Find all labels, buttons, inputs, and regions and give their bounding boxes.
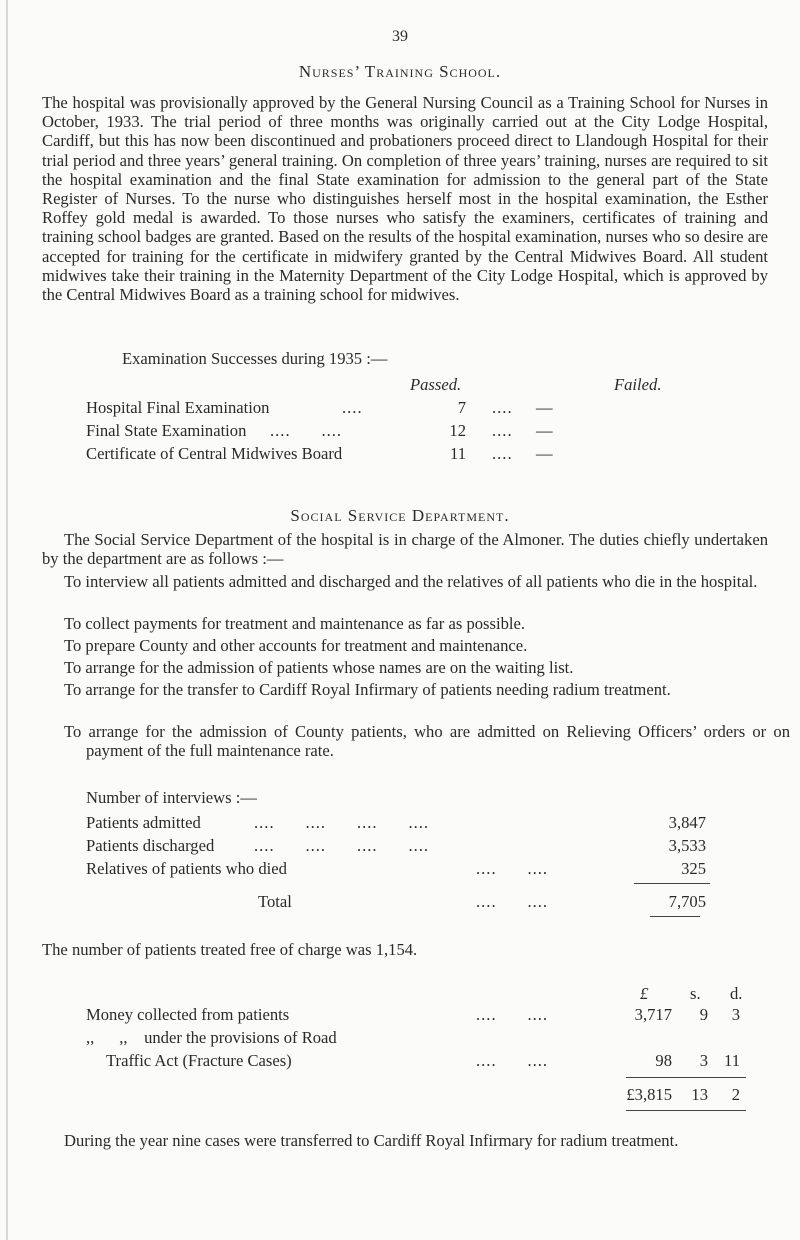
interview-value: 3,533	[668, 836, 706, 855]
interview-label: Relatives of patients who died	[86, 859, 287, 878]
duty-item: To arrange for the admission of County patients, who are admitted on Relieving Officers’ orders or on payment of the full maintenance rate.	[64, 722, 790, 761]
money-label: Traffic Act (Fracture Cases)	[106, 1051, 292, 1070]
money-shillings: 3	[699, 1051, 708, 1070]
closing-paragraph: During the year nine cases were transferred to Cardiff Royal Infirmary for radium treatment.	[64, 1131, 679, 1150]
interview-value: 3,847	[668, 813, 706, 832]
interview-value: 325	[681, 859, 706, 878]
exam-row-passed: 11	[450, 444, 466, 463]
page-number: 39	[392, 28, 408, 45]
exam-row-failed: —	[536, 444, 553, 463]
col-passed-header: Passed.	[410, 375, 462, 394]
interview-label: Patients discharged	[86, 836, 215, 855]
money-total-rule	[626, 1110, 746, 1111]
money-dots: .... ....	[476, 1051, 549, 1070]
interviews-title: Number of interviews :—	[86, 788, 257, 807]
exam-row-label: Final State Examination	[86, 421, 247, 440]
duty-item: To arrange for the transfer to Cardiff Royal Infirmary of patients needing radium treatment.	[64, 680, 671, 699]
exam-row-passed: 7	[457, 398, 466, 417]
money-pence: 3	[731, 1005, 740, 1024]
subtotal-rule	[634, 883, 710, 884]
pounds-header: £	[640, 984, 649, 1003]
social-heading: Social Service Department.	[290, 506, 510, 525]
exam-row-failed-dots: ....	[492, 421, 513, 440]
interview-dots: .... .... .... ....	[254, 813, 430, 832]
total-label: Total	[258, 892, 292, 911]
social-intro: The Social Service Department of the hospital is in charge of the Almoner. The duties chiefly undertaken by the department are as follows :—	[42, 530, 768, 569]
total-dots: .... ....	[476, 892, 549, 911]
exam-title: Examination Successes during 1935 :—	[122, 349, 388, 368]
pence-header: d.	[730, 984, 743, 1003]
exam-row-passed: 12	[449, 421, 466, 440]
nurses-heading: Nurses’ Training School.	[298, 62, 502, 81]
money-shillings: 9	[699, 1005, 708, 1024]
page-edge	[6, 0, 8, 1240]
col-failed-header: Failed.	[614, 375, 662, 394]
shillings-header: s.	[690, 984, 701, 1003]
money-total-pence: 2	[731, 1085, 740, 1104]
exam-row-failed-dots: ....	[492, 444, 513, 463]
money-pounds: 98	[655, 1051, 672, 1070]
exam-row-failed: —	[536, 421, 553, 440]
exam-row-dots: ....	[342, 398, 363, 417]
money-total-shillings: 13	[691, 1085, 708, 1104]
duty-item: To prepare County and other accounts for treatment and maintenance.	[64, 636, 528, 655]
total-value: 7,705	[668, 892, 706, 911]
total-rule	[650, 916, 700, 917]
exam-row-failed-dots: ....	[492, 398, 513, 417]
interview-dots: .... .... .... ....	[254, 836, 430, 855]
money-total-pounds: £3,815	[626, 1085, 672, 1104]
duty-item: To arrange for the admission of patients whose names are on the waiting list.	[64, 658, 574, 677]
nurses-paragraph: The hospital was provisionally approved by the General Nursing Council as a Training School for Nurses in October, 1933. The trial period of three months was originally carried out at the City Lodge Hospital, Cardiff, but this has now been discontinued and probationers proceed direct to Llandough Hospital for their trial period and three years’ general training. On completion of three years’ training, nurses are required to sit the hospital examination and the final State examination for admission to the general part of the State Register of Nurses. To the nurse who distinguishes herself most in the hospital examination, the Esther Roffey gold medal is awarded. To those nurses who satisfy the examiners, certificates of training and training school badges are granted. Based on the results of the hospital examination, nurses who so desire are accepted for training for the certificate in midwifery granted by the Central Midwives Board. All student midwives take their training in the Maternity Department of the City Lodge Hospital, which is approved by the Central Midwives Board as a training school for midwives.	[42, 93, 768, 305]
duty-item: To collect payments for treatment and maintenance as far as possible.	[64, 614, 525, 633]
interview-label: Patients admitted	[86, 813, 201, 832]
exam-row-label: Hospital Final Examination	[86, 398, 270, 417]
interview-dots: .... ....	[476, 859, 549, 878]
exam-row-dots: .... ....	[270, 421, 343, 440]
money-label: ,, ,, under the provisions of Road	[86, 1028, 337, 1047]
money-pence: 11	[724, 1051, 740, 1070]
exam-row-failed: —	[536, 398, 553, 417]
free-treated-text: The number of patients treated free of charge was 1,154.	[42, 940, 418, 959]
duty-item: To interview all patients admitted and discharged and the relatives of all patients who die in the hospital.	[64, 572, 758, 591]
exam-row-label: Certificate of Central Midwives Board	[86, 444, 343, 463]
money-dots: .... ....	[476, 1005, 549, 1024]
money-label: Money collected from patients	[86, 1005, 290, 1024]
money-pounds: 3,717	[634, 1005, 672, 1024]
money-subtotal-rule	[626, 1077, 746, 1078]
